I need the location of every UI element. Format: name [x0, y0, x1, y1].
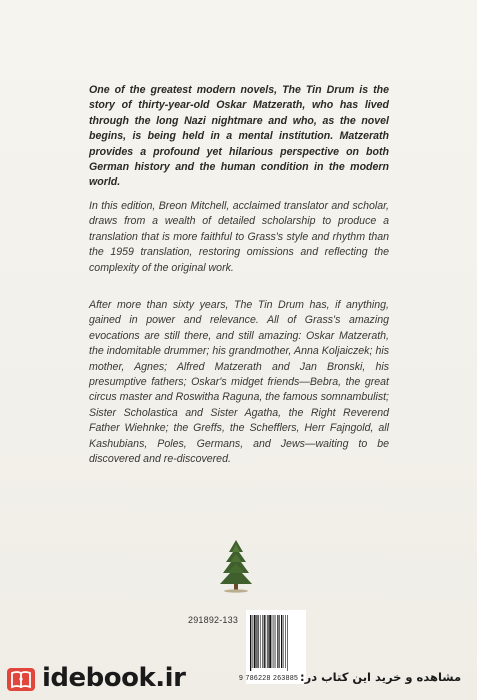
- blurb-paragraph-2: In this edition, Breon Mitchell, acclaimed translator and scholar, draws from a wealth of detailed scholarship to produce a translation that is more faithful to Grass's style and rhythm than the 1959 translation, restoring omissions and reflecting the complexity of the original work.: [89, 200, 389, 274]
- watermark-site: idebook.ir: [42, 663, 186, 693]
- book-logo-icon: [6, 664, 36, 694]
- pine-tree-icon: [216, 538, 256, 593]
- blurb-paragraph-3: After more than sixty years, The Tin Drum has, if anything, gained in power and relevance. All of Grass's amazing evocations are still there, and still amazing: Oskar Matzerath, the indomitable drummer; his grandmother, Anna Koljaiczek; his mother, Agnes; Alfred Matzerath and Jan Bronski, his presumptive fathers; Oskar's midget friends—Bebra, the great circus master and Roswitha Raguna, the famous somnambulist; Sister Scholastica and Sister Agatha, the Right Reverend Father Wiehnke; the Greffs, the Schefflers, Herr Fajngold, all Kashubians, Poles, Germans, and Jews—waiting to be discovered and re-discovered.: [89, 299, 389, 466]
- watermark-persian-text: مشاهده و خرید این کتاب در:: [300, 670, 462, 684]
- product-code: 291892-133: [188, 615, 239, 625]
- blurb-paragraph-1: One of the greatest modern novels, The Tin Drum is the story of thirty-year-old Oskar Matzerath, who has lived through the long Nazi nightmare and who, as the novel begins, is being held in a mental institution. Matzerath provides a profound yet hilarious perspective on both German history and the human condition in the modern world.: [89, 84, 389, 189]
- barcode-number: 9 786228 263885: [239, 673, 299, 682]
